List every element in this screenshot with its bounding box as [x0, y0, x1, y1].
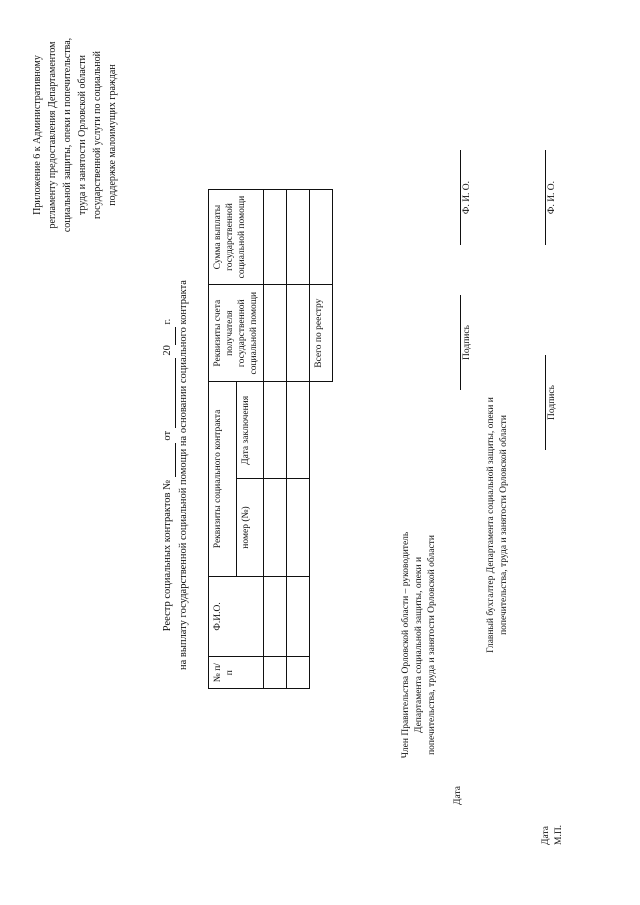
name-line-2 [545, 150, 546, 245]
title-year-suffix: г. [162, 318, 173, 325]
title-line-2: на выплату государственной социальной помощи на основании социального контракта [178, 280, 189, 670]
signature-sign-label-1: Подпись [462, 325, 472, 360]
register-year-blank [163, 327, 176, 345]
signature-name-label-2: Ф. И. О. [547, 180, 557, 215]
header-fio: Ф.И.О. [209, 576, 264, 657]
table-cell [264, 285, 287, 382]
signature-date-label-1: Дата [453, 786, 463, 805]
header-num: № п/п [209, 657, 264, 689]
header-amount: Сумма выплаты государственной социальной помощи [209, 190, 264, 285]
table-cell [287, 576, 310, 657]
signature-line-1 [460, 295, 461, 390]
appendix-line: Приложение 6 к Административному [32, 55, 43, 215]
table-row [264, 190, 287, 689]
name-line-1 [460, 150, 461, 245]
signature-name-label-1: Ф. И. О. [462, 180, 472, 215]
table-cell [287, 190, 310, 285]
table-row [287, 190, 310, 689]
register-number-blank [163, 443, 176, 477]
document-title [160, 175, 192, 775]
appendix-line: поддержке малоимущих граждан [107, 64, 118, 206]
register-date-blank [163, 358, 176, 428]
table-cell [264, 382, 287, 479]
header-contract-number: номер (№) [236, 479, 264, 576]
appendix-line: регламенту предоставления Департаментом [47, 41, 58, 229]
table-cell [264, 479, 287, 576]
signature-position-1: Член Правительства Орловской области – руководитель Департамента социальной защиты, опеки и попечительства, труда и занятости Орловской области [401, 531, 437, 759]
table-cell [287, 657, 310, 689]
total-row [310, 190, 333, 689]
appendix-line: труда и занятости Орловской области [77, 55, 88, 215]
table-cell [287, 479, 310, 576]
header-row [209, 190, 237, 689]
header-contract-group: Реквизиты социального контракта [209, 382, 237, 576]
signature-date-label-2: Дата [541, 826, 551, 845]
appendix-line: государственной услуги по социальной [92, 51, 103, 219]
table-cell-empty [310, 382, 333, 689]
table-cell [287, 382, 310, 479]
signature-position-2: Главный бухгалтер Департамента социальной защиты, опеки и попечительства, труда и занятости Орловской области [486, 397, 509, 653]
stamp-label: М.П. [554, 824, 564, 845]
table-cell [287, 285, 310, 382]
total-amount-cell [310, 190, 333, 285]
header-contract-date: Дата заключения [236, 382, 264, 479]
register-table [208, 189, 333, 689]
title-prefix: Реестр социальных контрактов № [162, 479, 173, 632]
signature-sign-label-2: Подпись [547, 385, 557, 420]
header-account: Реквизиты счета получателя государственной социальной помощи [209, 285, 264, 382]
total-label: Всего по реестру [310, 285, 333, 382]
appendix-note [30, 5, 120, 265]
title-line-1 [160, 175, 176, 775]
table-cell [264, 576, 287, 657]
signature-line-2 [545, 355, 546, 450]
title-year-prefix: 20 [162, 345, 173, 356]
title-from: от [162, 430, 173, 441]
appendix-line: социальной защиты, опеки и попечительства, [62, 37, 73, 233]
table-cell [264, 657, 287, 689]
table-cell [264, 190, 287, 285]
